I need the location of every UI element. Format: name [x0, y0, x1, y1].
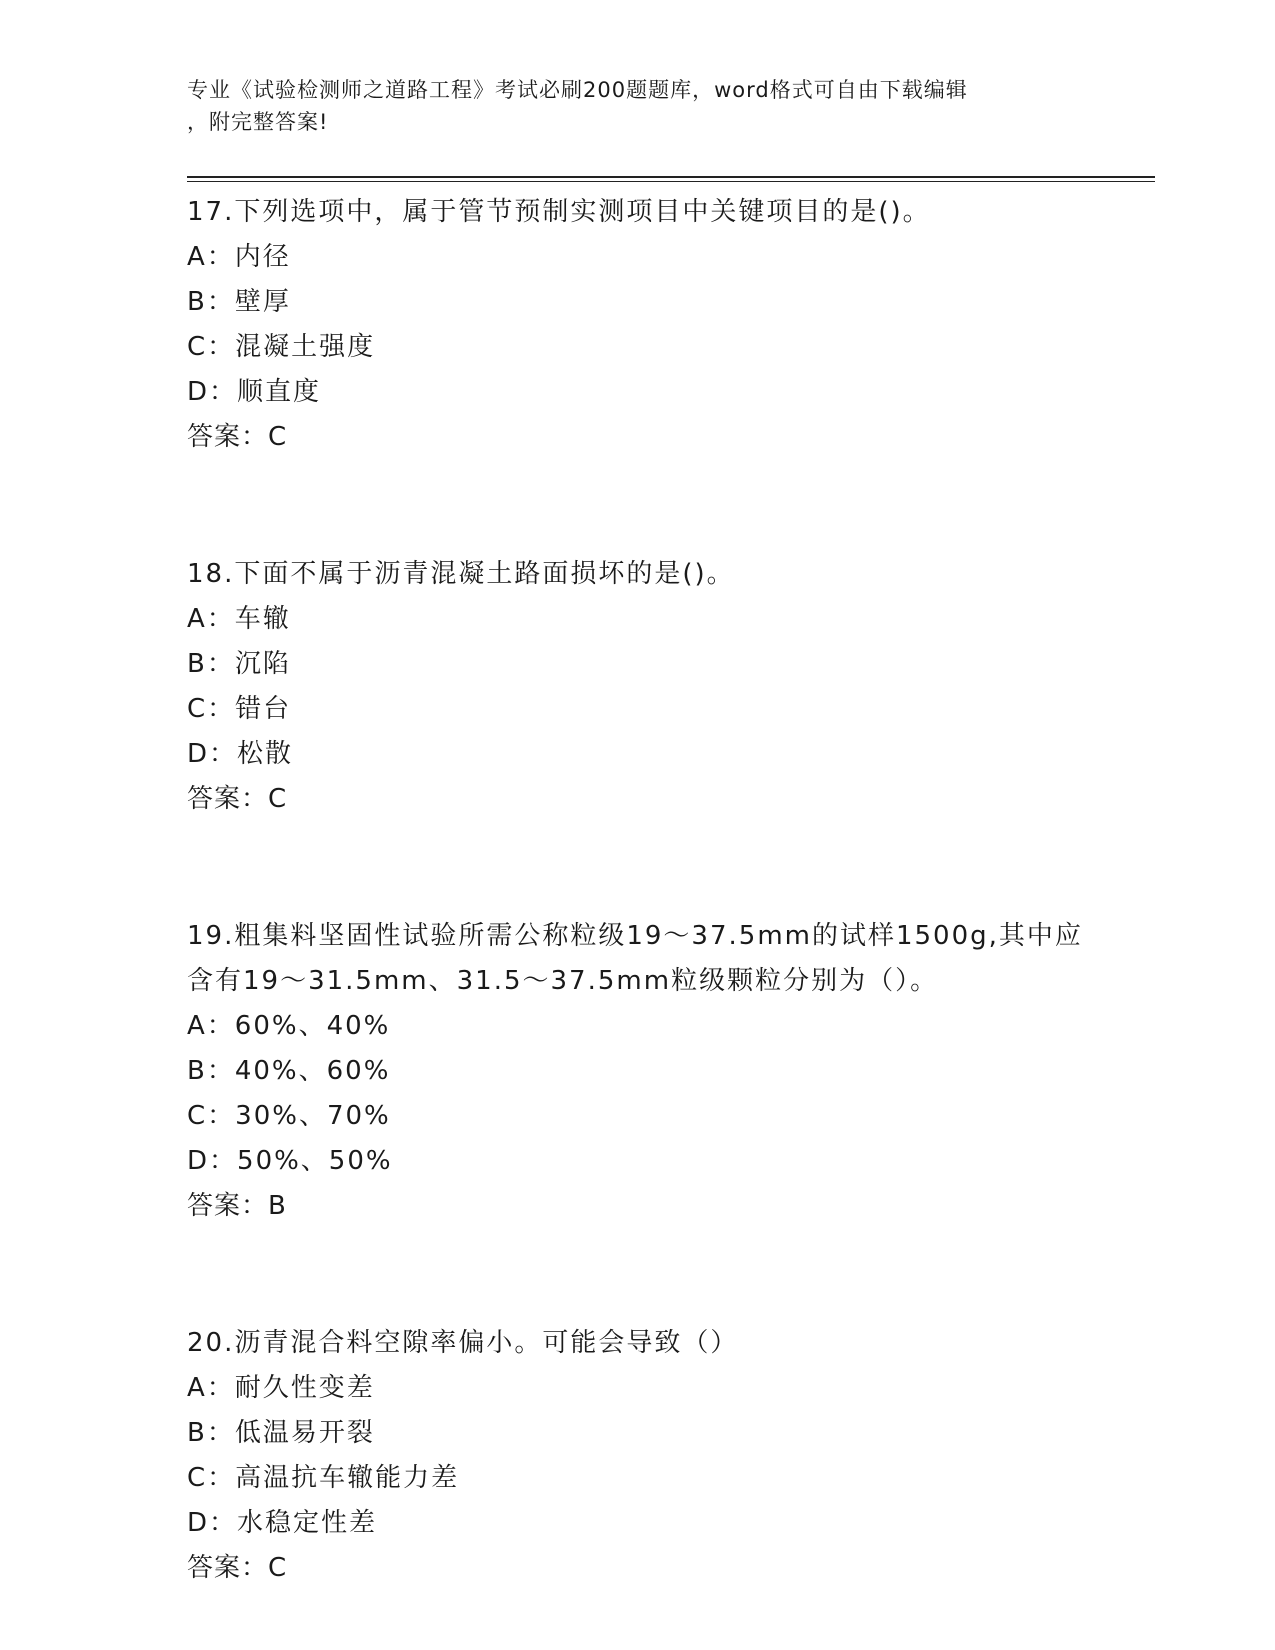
option-c: C：高温抗车辙能力差	[187, 1463, 460, 1493]
answer-line: 答案：C	[187, 1553, 288, 1583]
question-20	[187, 1321, 1087, 1591]
question-stem: 20.沥青混合料空隙率偏小。可能会导致（）	[187, 1328, 739, 1358]
option-d: D：顺直度	[187, 377, 322, 407]
option-d: D：50%、50%	[187, 1146, 393, 1176]
option-a: A：内径	[187, 242, 291, 272]
spacer	[187, 1229, 1087, 1321]
question-stem: 19.粗集料坚固性试验所需公称粒级19～37.5mm的试样1500g,其中应	[187, 921, 1083, 951]
option-b: B：低温易开裂	[187, 1418, 375, 1448]
option-a: A：车辙	[187, 604, 291, 634]
option-c: C：混凝土强度	[187, 332, 376, 362]
option-c: C：30%、70%	[187, 1101, 391, 1131]
header-divider-thick	[187, 176, 1155, 178]
option-a: A：60%、40%	[187, 1011, 391, 1041]
question-18	[187, 552, 1087, 822]
question-list	[187, 190, 1087, 1591]
header-title-line-1: 专业《试验检测师之道路工程》考试必刷200题题库，word格式可自由下载编辑	[187, 78, 968, 102]
header-divider-thin	[187, 181, 1155, 182]
spacer	[187, 822, 1087, 914]
option-b: B：沉陷	[187, 649, 291, 679]
answer-line: 答案：C	[187, 422, 288, 452]
question-stem: 17.下列选项中，属于管节预制实测项目中关键项目的是()。	[187, 197, 931, 227]
header-title-line-2: ，附完整答案!	[187, 110, 329, 134]
option-b: B：壁厚	[187, 287, 291, 317]
answer-line: 答案：C	[187, 784, 288, 814]
option-d: D：松散	[187, 739, 294, 769]
option-d: D：水稳定性差	[187, 1508, 378, 1538]
option-a: A：耐久性变差	[187, 1373, 375, 1403]
question-stem-continued: 含有19～31.5mm、31.5～37.5mm粒级颗粒分别为（）。	[187, 966, 939, 996]
document-header	[187, 74, 1067, 138]
spacer	[187, 460, 1087, 552]
question-stem: 18.下面不属于沥青混凝土路面损坏的是()。	[187, 559, 735, 589]
option-c: C：错台	[187, 694, 292, 724]
question-17	[187, 190, 1087, 460]
question-19	[187, 914, 1087, 1229]
answer-line: 答案：B	[187, 1191, 287, 1221]
option-b: B：40%、60%	[187, 1056, 391, 1086]
